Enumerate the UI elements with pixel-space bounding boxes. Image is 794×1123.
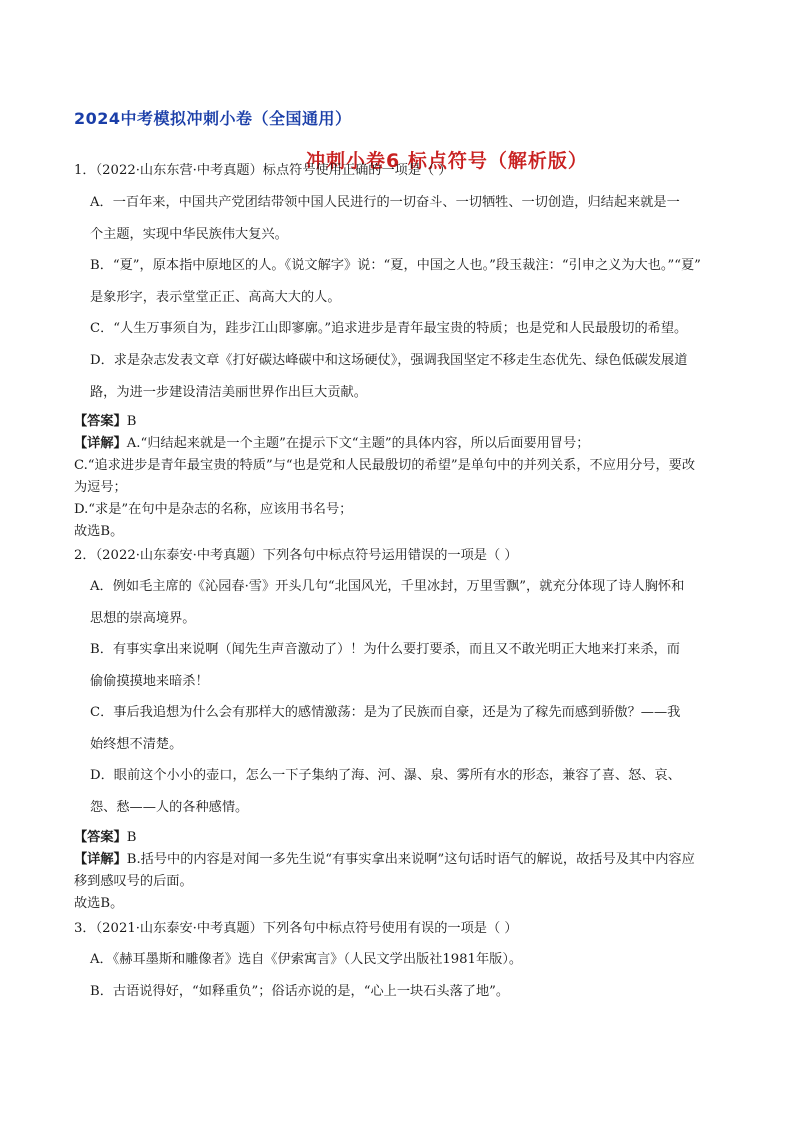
question-2-option-b-cont: 偷偷摸摸地来暗杀！ (90, 674, 209, 689)
question-2-option-b: B．有事实拿出来说啊（闻先生声音激动了）！为什么要打要杀，而且又不敢光明正大地来打来杀，而 (90, 642, 680, 657)
question-1-detail-line-2: C.“追求进步是青年最宝贵的特质”与“也是党和人民最殷切的希望”是单句中的并列关系，不应用分号，要改 (74, 458, 696, 473)
question-1-stem: 1．（2022·山东东营·中考真题）标点符号使用正确的一项是（ ） (74, 163, 452, 178)
document-title: 冲刺小卷6 标点符号（解析版） (306, 150, 588, 172)
question-2-answer (74, 829, 734, 847)
question-2-option-a-cont: 思想的崇高境界。 (90, 611, 196, 626)
question-2-option-c: C．事后我追想为什么会有那样大的感情激荡：是为了民族而自豪，还是为了稼先而感到骄傲？——我 (90, 705, 681, 720)
question-3-option-a: A．《赫耳墨斯和雕像者》选自《伊索寓言》（人民文学出版社1981年版）。 (90, 952, 523, 967)
question-1-option-c: C．“人生万事须自为，跬步江山即寥廓。”追求进步是青年最宝贵的特质；也是党和人民最殷切的希望。 (90, 321, 688, 336)
question-1-detail (74, 435, 734, 453)
question-2-option-d: D．眼前这个小小的壶口，怎么一下子集纳了海、河、瀑、泉、雾所有水的形态，兼容了喜、怒、哀、 (90, 768, 681, 783)
question-1-option-b: B．“夏”，原本指中原地区的人。《说文解字》说：“夏，中国之人也。”段玉裁注：“引申之义为大也。”“夏” (90, 258, 701, 273)
detail-label: 【详解】 (74, 852, 127, 867)
question-2-detail (74, 851, 734, 869)
question-2-option-d-cont: 怨、愁——人的各种感情。 (90, 800, 249, 815)
question-1-detail-line-4: D.“求是”在句中是杂志的名称，应该用书名号； (74, 502, 353, 517)
question-1-answer (74, 413, 734, 431)
question-2-detail-line-2: 移到感叹号的后面。 (74, 874, 193, 889)
question-1-detail-line-3: 为逗号； (74, 480, 127, 495)
answer-value: B (126, 830, 137, 845)
detail-line: B.括号中的内容是对闻一多先生说“有事实拿出来说啊”这句话时语气的解说，故括号及其中内容应 (126, 852, 695, 867)
question-1-option-b-cont: 是象形字，表示堂堂正正、高高大大的人。 (90, 290, 341, 305)
question-3-option-b: B．古语说得好，“如释重负”；俗话亦说的是，“心上一块石头落了地”。 (90, 984, 510, 999)
detail-label: 【详解】 (74, 436, 127, 451)
question-1-option-d-cont: 路，为进一步建设清洁美丽世界作出巨大贡献。 (90, 385, 367, 400)
question-2-option-c-cont: 始终想不清楚。 (90, 737, 183, 752)
question-2-conclusion: 故选B。 (74, 896, 124, 911)
question-3-stem: 3．（2021·山东泰安·中考真题）下列各句中标点符号使用有误的一项是（ ） (74, 921, 518, 936)
answer-label: 【答案】 (74, 414, 127, 429)
question-2-stem: 2．（2022·山东泰安·中考真题）下列各句中标点符号运用错误的一项是（ ） (74, 548, 518, 563)
question-1-option-d: D．求是杂志发表文章《打好碳达峰碳中和这场硬仗》，强调我国坚定不移走生态优先、绿色低碳发展道 (90, 353, 688, 368)
series-title: 2024中考模拟冲刺小卷（全国通用） (74, 109, 352, 128)
detail-line: A.“归结起来就是一个主题”在提示下文“主题”的具体内容，所以后面要用冒号； (126, 436, 590, 451)
answer-label: 【答案】 (74, 830, 127, 845)
question-1-conclusion: 故选B。 (74, 524, 124, 539)
question-2-option-a: A．例如毛主席的《沁园春·雪》开头几句“北国风光，千里冰封，万里雪飘”，就充分体现了诗人胸怀和 (90, 579, 685, 594)
question-1-option-a-cont: 个主题，实现中华民族伟大复兴。 (90, 227, 288, 242)
question-1-option-a: A．一百年来，中国共产党团结带领中国人民进行的一切奋斗、一切牺牲、一切创造，归结起来就是一 (90, 195, 680, 210)
answer-value: B (126, 414, 137, 429)
